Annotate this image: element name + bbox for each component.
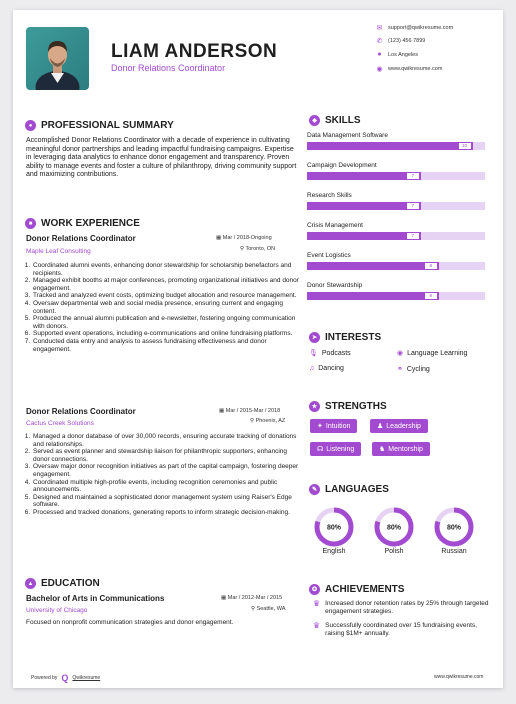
language-percent: 80% — [326, 524, 342, 532]
interest-podcasts — [309, 349, 351, 357]
skill-bar-fill — [307, 292, 439, 300]
summary-icon: ● — [25, 120, 36, 131]
location-text: Los Angeles — [388, 51, 418, 58]
education-degree: Bachelor of Arts in Communications — [26, 594, 165, 603]
qwikresume-logo-icon: Q — [61, 673, 69, 683]
footer-site[interactable]: www.qwikresume.com — [434, 674, 484, 680]
interest-cycling — [397, 365, 430, 373]
skill-name: Donor Stewardship — [307, 282, 363, 289]
calendar-icon: ▦ — [216, 235, 222, 241]
contact-location — [376, 51, 418, 58]
experience-heading — [25, 218, 140, 229]
skill-name: Event Logistics — [307, 252, 351, 259]
job-2-location-text: Phoenix, AZ — [255, 418, 286, 424]
footer-powered-by — [31, 673, 100, 683]
strength-mentorship — [372, 442, 430, 456]
interest-language-learning — [397, 349, 467, 357]
briefcase-icon: ■ — [25, 218, 36, 229]
mentor-icon: ♞ — [379, 446, 386, 453]
graduation-cap-icon: ▲ — [25, 578, 36, 589]
job-1-dates — [216, 235, 272, 241]
skill-bar-fill — [307, 232, 421, 240]
skill-bar — [307, 202, 485, 210]
skill-bar — [307, 142, 485, 150]
list-item: 5. Produced the annual alumni publication and e-newsletter, fostering ongoing communication with donors. — [32, 315, 302, 330]
people-icon: ♟ — [377, 423, 384, 430]
strength-leadership — [370, 419, 428, 433]
list-item: 2. Served as event planner and stewardship liaison for philanthropic supporters, enhancing donor connections. — [32, 448, 302, 463]
powered-by-text: Powered by — [31, 675, 58, 681]
location-pin-icon: ⚲ — [251, 606, 256, 612]
trophy-icon: ♛ — [313, 599, 321, 608]
strength-label: Mentorship — [388, 445, 423, 453]
strength-label: Listening — [326, 445, 355, 453]
skill-bar — [307, 262, 485, 270]
achievements-heading — [309, 584, 404, 595]
skills-list — [307, 132, 492, 312]
education-location — [251, 606, 285, 612]
bicycle-icon: ⚭ — [397, 366, 403, 373]
achievement-item — [313, 600, 493, 615]
list-item: 7. Conducted data entry and analysis to assess fundraising effectiveness and donor engagement. — [32, 338, 302, 353]
skill-item — [307, 192, 492, 222]
list-item: 2. Managed exhibit booths at major conferences, promoting organizational initiatives and donor engagement. — [32, 277, 302, 292]
list-item: 3. Oversaw major donor recognition initiatives as part of the capital campaign, fostering deeper engagement. — [32, 463, 302, 478]
job-2-dates-text: Mar / 2015-Mar / 2018 — [225, 408, 281, 414]
skill-bar — [307, 232, 485, 240]
list-item: 1. Managed a donor database of over 30,000 records, ensuring accurate tracking of donations and relationships. — [32, 433, 302, 448]
skill-level: 7 — [407, 203, 419, 209]
skill-level: 7 — [407, 173, 419, 179]
achievement-text: Increased donor retention rates by 25% through targeted engagement strategies. — [325, 600, 489, 615]
job-1-location — [240, 246, 275, 252]
trophy-icon: ✪ — [309, 584, 320, 595]
location-pin-icon: ⚲ — [250, 418, 255, 424]
globe-icon: ◉ — [397, 350, 404, 357]
skill-bar-fill — [307, 142, 473, 150]
education-location-text: Seattle, WA — [256, 606, 286, 612]
location-pin-icon: ⚲ — [240, 246, 245, 252]
skill-bar-fill — [307, 262, 439, 270]
strengths-heading — [309, 401, 387, 412]
skill-item — [307, 132, 492, 162]
skill-level: 10 — [459, 143, 471, 149]
email-text: support@qwikresume.com — [388, 24, 454, 31]
resume-sheet — [13, 10, 503, 688]
skill-item — [307, 222, 492, 252]
summary-text: Accomplished Donor Relations Coordinator with a decade of experience in cultivating meaningful donor partnerships and leading impactful fundraising campaigns. Expertise in leveraging data analytics to enhance donor engagement and transparency. Proven ability to manage events and foster a culture of philanthropy, driving community support and maximizing contributions. — [26, 137, 297, 179]
strength-label: Leadership — [386, 422, 421, 430]
job-1-bullets — [20, 262, 302, 353]
job-2-company: Cactus Creek Solutions — [26, 420, 94, 427]
language-percent: 80% — [446, 524, 462, 532]
phone-text: (123) 456 7899 — [388, 37, 426, 44]
interests-icon: ➤ — [309, 332, 320, 343]
contact-email — [376, 24, 453, 31]
list-item: 6. Processed and tracked donations, generating reports to inform strategic decision-making. — [32, 509, 302, 517]
music-icon: ♫ — [309, 365, 315, 372]
job-2-bullets — [20, 433, 302, 517]
summary-heading-text: PROFESSIONAL SUMMARY — [41, 120, 174, 131]
profile-photo — [26, 27, 89, 90]
job-1-location-text: Toronto, ON — [245, 246, 276, 252]
skills-heading-text: SKILLS — [325, 115, 361, 126]
job-1-company: Maple Leaf Consulting — [26, 248, 91, 255]
interest-label: Cycling — [406, 365, 430, 373]
microphone-icon: 🎙 — [309, 350, 318, 357]
list-item: 3. Tracked and analyzed event costs, optimizing budget allocation and resource management. — [32, 292, 302, 300]
headphones-icon: ☊ — [317, 446, 324, 453]
language-percent: 80% — [386, 524, 402, 532]
contact-website — [376, 65, 442, 72]
interests-heading — [309, 332, 381, 343]
languages-heading-text: LANGUAGES — [325, 484, 389, 495]
interest-label: Podcasts — [321, 349, 351, 357]
skill-name: Crisis Management — [307, 222, 363, 229]
lightbulb-icon: ✦ — [317, 423, 323, 430]
job-2-location — [250, 418, 285, 424]
languages-heading — [309, 484, 389, 495]
skill-item — [307, 162, 492, 192]
summary-heading — [25, 120, 174, 131]
candidate-title: Donor Relations Coordinator — [111, 63, 226, 73]
strengths-icon: ★ — [309, 401, 320, 412]
brand-link[interactable]: Qwikresume — [72, 675, 101, 681]
location-pin-icon: ● — [377, 51, 382, 58]
list-item: 4. Coordinated multiple high-profile events, including recognition ceremonies and public announcements. — [32, 479, 302, 494]
interests-heading-text: INTERESTS — [325, 332, 382, 343]
education-heading — [25, 578, 100, 589]
skill-bar — [307, 172, 485, 180]
skill-item — [307, 252, 492, 282]
skill-name: Research Skills — [307, 192, 352, 199]
language-name: Russian — [441, 548, 467, 555]
email-icon: ✉ — [376, 24, 383, 32]
job-2-title: Donor Relations Coordinator — [26, 407, 136, 416]
education-dates — [221, 595, 282, 601]
education-dates-text: Mar / 2012-Mar / 2015 — [227, 595, 283, 601]
skill-name: Data Management Software — [307, 132, 388, 139]
website-text: www.qwikresume.com — [388, 65, 443, 72]
skills-heading — [309, 115, 361, 126]
skill-bar-fill — [307, 202, 421, 210]
job-1-dates-text: Mar / 2018-Ongoing — [222, 235, 272, 241]
strength-listening — [310, 442, 361, 456]
skill-name: Campaign Development — [307, 162, 377, 169]
skill-item — [307, 282, 492, 312]
achievement-item — [313, 622, 493, 637]
contact-phone — [376, 37, 425, 44]
interest-label: Language Learning — [407, 349, 468, 357]
list-item: 4. Oversaw departmental web and social media presence, ensuring current and engaging content. — [32, 300, 302, 315]
skill-level: 8 — [425, 293, 437, 299]
job-1-title: Donor Relations Coordinator — [26, 234, 136, 243]
skill-bar — [307, 292, 485, 300]
phone-icon: ✆ — [376, 37, 383, 45]
skill-level: 7 — [407, 233, 419, 239]
strength-intuition — [310, 419, 357, 433]
strengths-heading-text: STRENGTHS — [325, 401, 387, 412]
skill-level: 8 — [425, 263, 437, 269]
languages-icon: ✎ — [309, 484, 320, 495]
list-item: 5. Designed and maintained a sophisticated donor management system using Raiser's Edge software. — [32, 494, 302, 509]
calendar-icon: ▦ — [219, 408, 225, 414]
trophy-icon: ♛ — [313, 621, 321, 630]
list-item: 6. Supported event operations, including e-communications and online fundraising platforms. — [32, 330, 302, 338]
skills-icon: ◆ — [309, 115, 320, 126]
interest-label: Dancing — [318, 365, 344, 372]
language-name: Polish — [384, 548, 404, 555]
education-school: University of Chicago — [26, 607, 88, 614]
achievement-text: Successfully coordinated over 15 fundraising events, raising $1M+ annually. — [325, 622, 477, 637]
list-item: 1. Coordinated alumni events, enhancing donor stewardship for scholarship benefactors and recipients. — [32, 262, 302, 277]
education-text: Focused on nonprofit communication strategies and donor engagement. — [26, 619, 234, 626]
strength-label: Intuition — [325, 422, 351, 430]
skill-bar-fill — [307, 172, 421, 180]
education-heading-text: EDUCATION — [41, 578, 100, 589]
language-name: English — [322, 548, 346, 555]
globe-icon: ◉ — [376, 65, 383, 73]
experience-heading-text: WORK EXPERIENCE — [41, 218, 140, 229]
achievements-heading-text: ACHIEVEMENTS — [325, 584, 405, 595]
calendar-icon: ▦ — [221, 595, 227, 601]
interest-dancing — [309, 365, 344, 372]
candidate-name: LIAM ANDERSON — [111, 41, 278, 62]
job-2-dates — [219, 408, 280, 414]
